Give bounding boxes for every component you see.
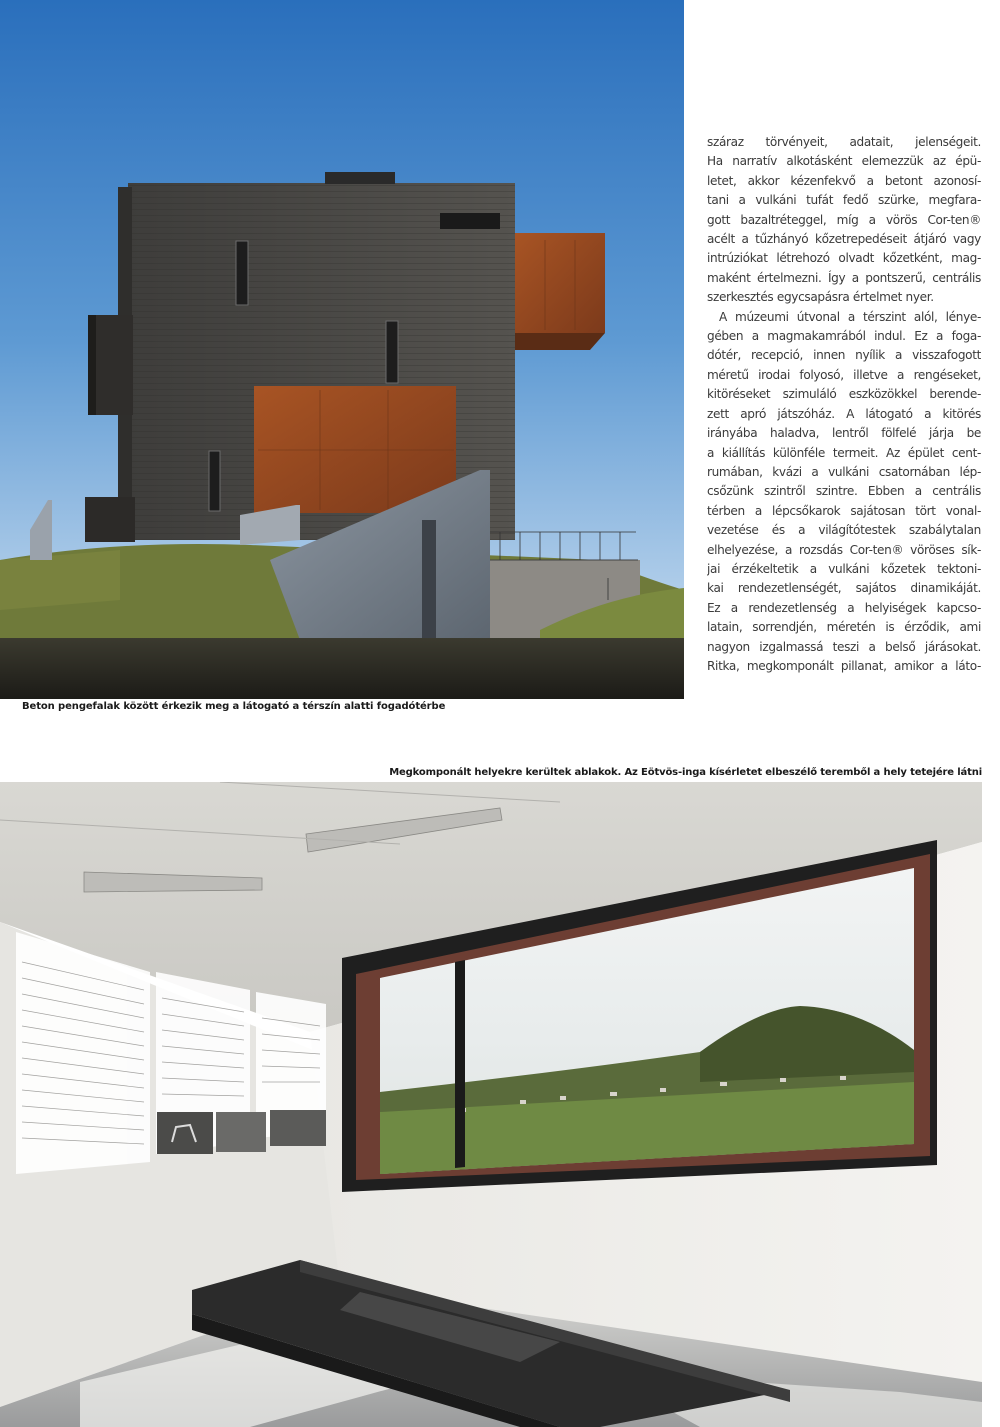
article-line: letet, akkor kézenfekvő a betont azonosí-	[707, 173, 981, 188]
article-line: száraz törvényeit, adatait, jelenségeit.	[707, 135, 981, 149]
article-line: dótér, recepció, innen nyílik a visszafogott	[707, 348, 981, 363]
top-photo-caption: Beton pengefalak között érkezik meg a látogató a térszín alatti fogadótérbe	[22, 701, 446, 712]
article-line: acélt a tűzhányó kőzetrepedéseit átjáró vagy	[707, 232, 981, 247]
article-line: rumában, kvázi a vulkáni csatornában lép-	[707, 464, 981, 479]
article-line: nagyon izgalmassá teszi a belső járásokat.	[707, 639, 981, 654]
article-line: Ritka, megkomponált pillanat, amikor a láto-	[707, 658, 981, 673]
article-line: gében a magmakamrából indul. Ez a foga-	[707, 329, 981, 344]
article-line: latain, sorrendjén, méretén is érződik, ami	[707, 620, 981, 635]
article-line: zett apró játszóház. A látogató a kitörés	[707, 406, 981, 421]
article-line: elhelyezése, a rozsdás Cor-ten® vöröses sík-	[707, 542, 981, 557]
article-line: csőzünk szintről szintre. Ebben a centrális	[707, 484, 981, 499]
interior-window-photo	[0, 782, 982, 1427]
article-line: A múzeumi útvonal a térszint alól, lénye-	[719, 309, 981, 324]
article-line: térben a lépcsőkarok sajátosan tört vonal-	[707, 503, 981, 518]
article-line: gott bazaltréteggel, míg a vörös Cor-ten®	[707, 212, 981, 227]
article-line: Ez a rendezetlenség a helyiségek kapcso-	[707, 600, 981, 615]
bottom-photo-caption: Megkomponált helyekre kerültek ablakok. Az Eötvös-inga kísérletet elbeszélő teremből a hely tetejére látni	[389, 767, 982, 778]
article-line: méretű irodai folyosó, illetve a rengéseket,	[707, 367, 981, 382]
article-line: a kiállítás különféle termeit. Az épület cent-	[707, 445, 981, 460]
article-line: tani a vulkáni tufát fedő szürke, megfara-	[707, 193, 981, 208]
article-line: kai rendezetlenségét, sajátos dinamikáját.	[707, 581, 981, 596]
article-body	[707, 133, 981, 676]
article-line: maként értelmezni. Így a pontszerű, centrális	[707, 270, 981, 285]
building-exterior-photo	[0, 0, 684, 699]
article-line: intrúziókat létrehozó olvadt kőzetként, mag-	[707, 251, 981, 266]
article-line: vezetése és a világítótestek szabálytalan	[707, 523, 981, 538]
article-line: jai érzékeltetik a vulkáni kőzetek tektoni-	[707, 561, 981, 576]
article-line: szerkesztés egycsapásra értelmet nyer.	[707, 290, 934, 305]
article-line: kitöréseket szimuláló eszközökkel berende-	[707, 387, 981, 402]
article-line: irányába haladva, lentről fölfelé járja be	[707, 426, 981, 441]
article-line: Ha narratív alkotásként elemezzük az épü-	[707, 154, 981, 169]
